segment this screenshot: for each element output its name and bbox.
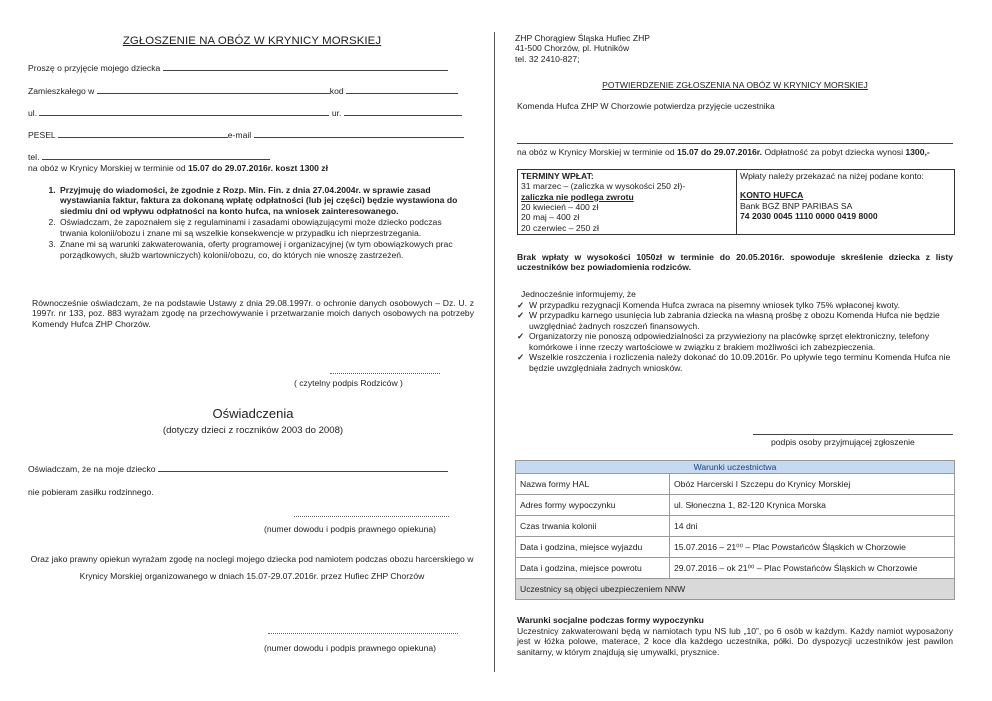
statement-invoice: 1. Przyjmuję do wiadomości, że zgodnie z Rozp. Min. Fin. z dnia 27.04.2004r. w sprawie zasad wystawiania faktur, faktura za dokonaną wpłatę odpłatności (lub jej części) będzie wystawiona do siedmiu dni od wpływu odpłatności na konto hufca, na wniosek zainteresowanego. xyxy=(58,185,466,216)
info-item-text: Organizatorzy nie ponoszą odpowiedzialności za przywieziony na placówkę sprzęt elektroniczny, telefony komórkowe i inne rzeczy wartościowe w związku z brakiem możliwości ich zabezpieczenia. xyxy=(529,331,930,352)
check-icon: ✓ xyxy=(517,300,525,310)
address-field[interactable] xyxy=(97,85,330,94)
birth-label: ur. xyxy=(331,108,342,118)
guardian-signature-caption-2: (numer dowodu i podpis prawnego opiekuna) xyxy=(264,643,436,653)
guardian-signature-caption: (numer dowodu i podpis prawnego opiekuna) xyxy=(264,524,436,534)
info-list xyxy=(517,300,953,373)
org-phone: tel. 32 2410-827; xyxy=(515,53,580,64)
camp-cost-info xyxy=(517,147,953,157)
social-conditions-text: Uczestnicy zakwaterowani będą w namiotach typu NS lub „10”, po 6 osób w każdym. Każdy namiot wyposażony jest w łóżka polowe, materace, 2 koce dla każdego uczestnika, półki. Do dyspozycji uczestników jest pawilon sanitarny, w którym znajdują się umywalki, prysznice. xyxy=(517,626,953,657)
receiver-signature-caption: podpis osoby przyjmującej zgłoszenie xyxy=(771,437,915,447)
confirmation-title: POTWIERDZENIE ZGŁOSZENIA NA OBÓZ W KRYNICY MORSKIEJ xyxy=(602,80,868,90)
camp-info xyxy=(28,163,476,173)
camp-dates: 15.07 do 29.07.2016r. koszt 1300 zł xyxy=(188,163,328,173)
condition-value: 29.07.2016 – ok 21⁰⁰ – Plac Powstańców Śląskich w Chorzowie xyxy=(670,558,955,579)
account-intro: Wpłaty należy przekazać na niżej podane konto: xyxy=(740,171,924,181)
table-row xyxy=(516,495,955,516)
org-street: 41-500 Chorzów, pl. Hutników xyxy=(515,43,630,54)
parent-signature-line[interactable] xyxy=(330,372,440,374)
tel-row xyxy=(28,151,476,162)
table-row xyxy=(516,537,955,558)
condition-value: ul. Słoneczna 1, 82-120 Krynica Morska xyxy=(670,495,955,516)
table-row xyxy=(516,516,955,537)
participant-name-field[interactable] xyxy=(517,142,953,144)
statement-rules: 2. Oświadczam, że zapoznałem się z regulaminami i zasadami obowiązującymi może dziecko podczas trwania kolonii/obozu i znane mi są wszelkie konsekwencje w przypadku ich nieprzestrzegania. xyxy=(58,217,466,238)
participation-conditions-table xyxy=(515,460,955,600)
decl-child-label: Oświadczam, że na moje dziecko xyxy=(28,464,156,474)
payment-term-nonrefundable: zaliczka nie podlega zwrotu xyxy=(521,191,634,202)
camp-cost-text-b: Odpłatność za pobyt dziecka wynosi xyxy=(764,147,903,157)
info-intro: Jednocześnie informujemy, że xyxy=(521,289,636,299)
camp-cost-text-a: na obóz w Krynicy Morskiej w terminie od xyxy=(517,147,675,157)
organization-address xyxy=(515,33,650,64)
address-label: Zamieszkałego w xyxy=(28,86,95,96)
data-consent: Równocześnie oświadczam, że na podstawie Ustawy z dnia 29.08.1997r. o ochronie danych osobowych – Dz. U. z 1997r. nr 133, poz. 883 wyrażam zgodę na przechowywanie i przetwarzanie moich danych osobowych na potrzeby Komendy Hufca ZHP Chorzów. xyxy=(32,298,474,329)
payment-terms-title: TERMINY WPŁAT: xyxy=(521,171,594,181)
org-name: ZHP Chorągiew Śląska Hufiec ZHP xyxy=(515,33,651,43)
payment-term-deposit: 31 marzec – (zaliczka w wysokości 250 zł)- xyxy=(521,181,686,192)
child-name-label: Proszę o przyjęcie mojego dziecka xyxy=(28,63,161,73)
payment-warning: Brak wpłaty w wysokości 1050zł w terminie do 20.05.2016r. spowoduje skreślenie dziecka z listy uczestników bez powiadomienia rodziców. xyxy=(517,252,953,273)
conditions-header: Warunki uczestnictwa xyxy=(516,461,955,474)
address-row xyxy=(28,85,476,96)
declarations-subtitle: (dotyczy dzieci z roczników 2003 do 2008) xyxy=(162,425,344,436)
condition-key: Data i godzina, miejsce wyjazdu xyxy=(516,537,670,558)
check-icon: ✓ xyxy=(517,310,525,321)
child-name-field[interactable] xyxy=(163,62,448,71)
account-number: 74 2030 0045 1110 0000 0419 8000 xyxy=(740,210,878,221)
street-label: ul. xyxy=(28,108,38,118)
pesel-label: PESEL xyxy=(28,130,56,140)
receiver-signature-line[interactable] xyxy=(753,433,953,435)
street-field[interactable] xyxy=(39,107,329,116)
info-item-text: W przypadku karnego usunięcia lub zabrania dziecka na własną prośbę z obozu Komenda Hufca nie będzie uwzględniać żadnych roszczeń finansowych. xyxy=(529,310,940,331)
decl-child-field[interactable] xyxy=(158,463,448,472)
confirmation-form xyxy=(515,0,955,701)
form-title: ZGŁOSZENIE NA OBÓZ W KRYNICY MORSKIEJ xyxy=(122,35,382,47)
application-form xyxy=(28,0,476,701)
social-conditions-title: Warunki socjalne podczas formy wypoczynku xyxy=(517,615,704,625)
table-row xyxy=(516,474,955,495)
payment-terms-table xyxy=(517,169,955,235)
zip-field[interactable] xyxy=(346,85,458,94)
email-field[interactable] xyxy=(254,129,464,138)
info-item-text: Wszelkie roszczenia i rozliczenia należy dokonać do 10.09.2016r. Po upływie tego terminu Komenda Hufca nie będzie uwzględniała żadnych wniosków. xyxy=(529,352,951,373)
camp-price: 1300,- xyxy=(905,147,930,157)
night-consent: Oraz jako prawny opiekun wyrażam zgodę na noclegi mojego dziecka pod namiotem podczas obozu harcerskiego w Krynicy Morskiej organizowanego w dniach 15.07-29.07.2016r. przez Hufiec ZHP Chorzów xyxy=(30,554,474,581)
info-item xyxy=(517,331,953,352)
page-divider xyxy=(494,32,495,672)
bank-name: Bank BGŻ BNP PARIBAS SA xyxy=(740,200,853,211)
info-item-text: W przypadku rezygnacji Komenda Hufca zwraca na pisemny wniosek tylko 75% wpłaconej kwoty. xyxy=(529,300,900,310)
table-row xyxy=(516,558,955,579)
check-icon: ✓ xyxy=(517,352,525,363)
info-item xyxy=(517,300,953,310)
statements-list xyxy=(28,185,466,261)
decl-child-row xyxy=(28,463,476,474)
payment-term-row: 20 kwiecień – 400 zł xyxy=(521,201,599,212)
tel-label: tel. xyxy=(28,152,40,162)
info-item xyxy=(517,310,953,331)
email-label: e-mail xyxy=(227,130,252,140)
condition-key: Czas trwania kolonii xyxy=(516,516,670,537)
info-item xyxy=(517,352,953,373)
condition-key: Data i godzina, miejsce powrotu xyxy=(516,558,670,579)
condition-key: Nazwa formy HAL xyxy=(516,474,670,495)
condition-key: Adres formy wypoczynku xyxy=(516,495,670,516)
payment-term-row: 20 czerwiec – 250 zł xyxy=(521,222,599,233)
condition-value: 14 dni xyxy=(670,516,955,537)
guardian-signature-line-2[interactable] xyxy=(268,632,458,634)
pesel-field[interactable] xyxy=(58,129,228,138)
condition-value: 15.07.2016 – 21⁰⁰ – Plac Powstańców Śląskich w Chorzowie xyxy=(670,537,955,558)
account-title: KONTO HUFCA xyxy=(740,190,804,201)
street-row xyxy=(28,107,476,118)
benefit-statement: nie pobieram zasiłku rodzinnego. xyxy=(28,487,154,497)
guardian-signature-line[interactable] xyxy=(294,515,449,517)
insurance-note: Uczestnicy są objęci ubezpieczeniem NNW xyxy=(516,579,955,600)
birth-field[interactable] xyxy=(344,107,462,116)
camp-info-text: na obóz w Krynicy Morskiej w terminie od xyxy=(28,163,186,173)
child-name-row xyxy=(28,62,476,73)
camp-cost-dates: 15.07 do 29.07.2016r. xyxy=(677,147,763,157)
payment-term-row: 20 maj – 400 zł xyxy=(521,212,580,223)
pesel-row xyxy=(28,129,476,140)
condition-value: Obóz Harcerski I Szczepu do Krynicy Morskiej xyxy=(670,474,955,495)
zip-label: kod xyxy=(329,86,344,96)
parent-signature-caption: ( czytelny podpis Rodziców ) xyxy=(294,378,403,388)
confirmation-text: Komenda Hufca ZHP W Chorzowie potwierdza przyjęcie uczestnika xyxy=(517,101,775,111)
declarations-title: Oświadczenia xyxy=(212,406,294,421)
statement-conditions: 3. Znane mi są warunki zakwaterowania, oferty programowej i organizacyjnej (w tym obowiązkowych prac porządkowych, służb wartowniczych) kolonii/obozu, co, do których nie wnoszę zastrzeżeń. xyxy=(58,239,466,260)
tel-field[interactable] xyxy=(42,151,270,160)
check-icon: ✓ xyxy=(517,331,525,342)
